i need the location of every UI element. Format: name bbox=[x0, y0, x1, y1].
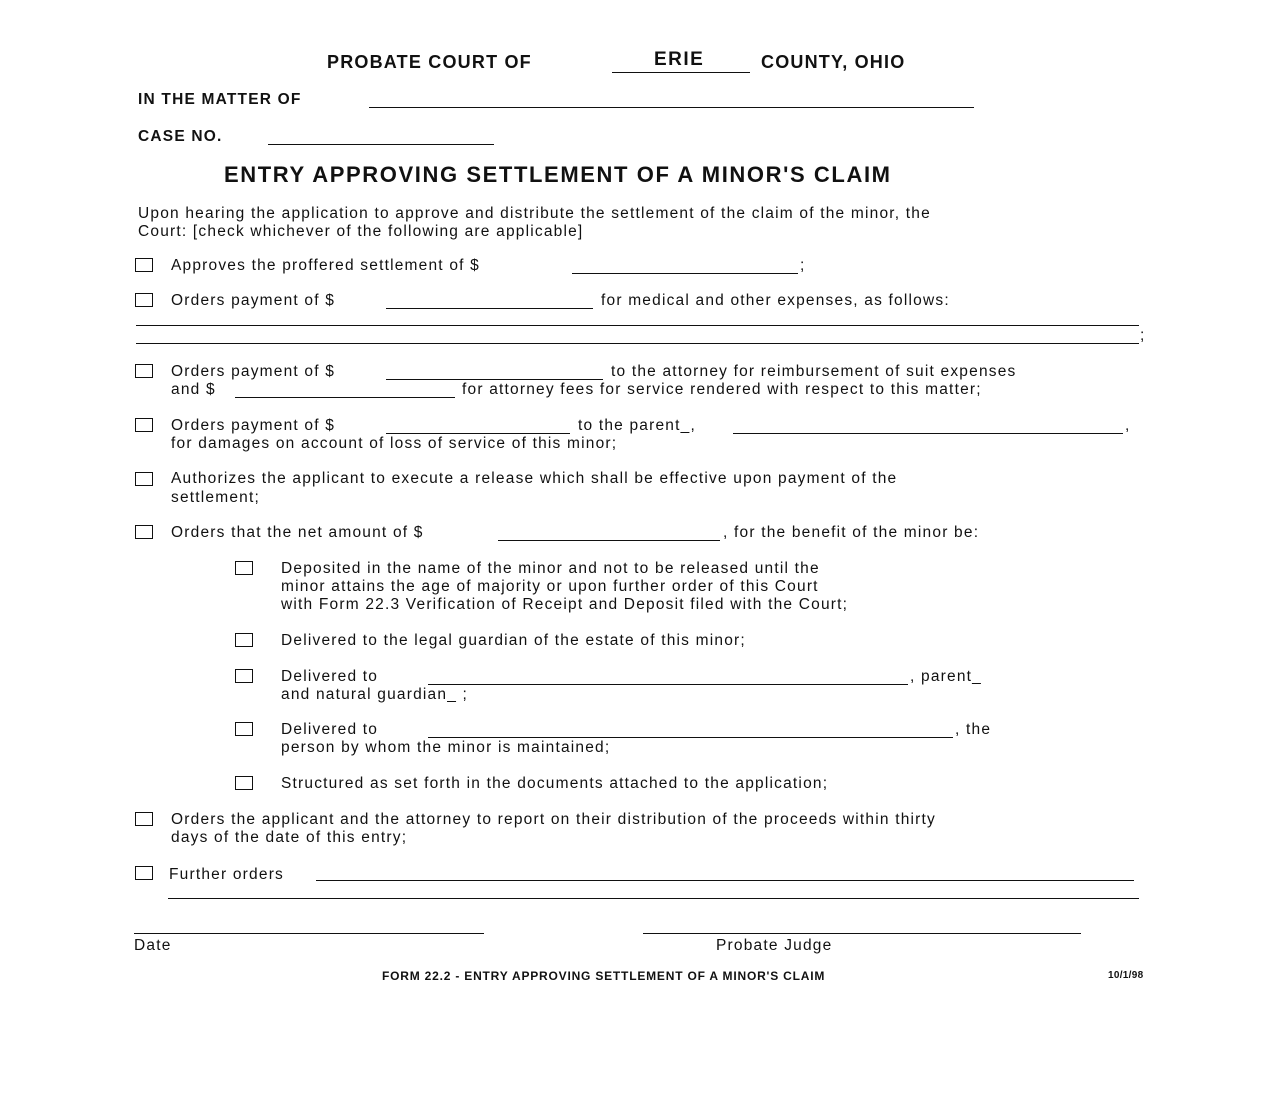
structured-checkbox[interactable] bbox=[235, 776, 253, 790]
settlement-amount-line[interactable] bbox=[572, 273, 798, 274]
attorney-text-1: Orders payment of $ bbox=[171, 363, 336, 380]
intro-line-2: Court: [check whichever of the following are applicable] bbox=[138, 223, 584, 240]
judge-signature-line[interactable] bbox=[643, 933, 1081, 934]
court-prefix: PROBATE COURT OF bbox=[327, 52, 532, 72]
parent-guardian-text-1: Delivered to bbox=[281, 668, 379, 685]
attorney-text-2-after: for attorney fees for service rendered with respect to this matter; bbox=[462, 381, 982, 398]
matter-name-line[interactable] bbox=[369, 107, 974, 108]
parent-guardian-checkbox[interactable] bbox=[235, 669, 253, 683]
matter-label: IN THE MATTER OF bbox=[138, 91, 302, 108]
parent-checkbox[interactable] bbox=[135, 418, 153, 432]
guardian-checkbox[interactable] bbox=[235, 633, 253, 647]
date-line[interactable] bbox=[134, 933, 484, 934]
net-amount-after: , for the benefit of the minor be: bbox=[723, 524, 980, 541]
parent-text-1-end: , bbox=[1125, 417, 1131, 434]
parent-guardian-name-line[interactable] bbox=[428, 684, 908, 685]
guardian-text: Delivered to the legal guardian of the estate of this minor; bbox=[281, 632, 746, 649]
parent-text-1: Orders payment of $ bbox=[171, 417, 336, 434]
footer-form-title: FORM 22.2 - ENTRY APPROVING SETTLEMENT OF A MINOR'S CLAIM bbox=[382, 969, 826, 983]
maintainer-text-1-after: , the bbox=[955, 721, 992, 738]
deposited-checkbox[interactable] bbox=[235, 561, 253, 575]
form-title: ENTRY APPROVING SETTLEMENT OF A MINOR'S CLAIM bbox=[224, 162, 892, 187]
medical-end: ; bbox=[1140, 327, 1146, 344]
net-amount-text: Orders that the net amount of $ bbox=[171, 524, 424, 541]
structured-text: Structured as set forth in the documents attached to the application; bbox=[281, 775, 829, 792]
maintainer-text-2: person by whom the minor is maintained; bbox=[281, 739, 611, 756]
medical-checkbox[interactable] bbox=[135, 293, 153, 307]
medical-details-line-1[interactable] bbox=[136, 325, 1139, 326]
intro-line-1: Upon hearing the application to approve and distribute the settlement of the claim of the minor, the bbox=[138, 205, 931, 222]
parent-guardian-text-1-after: , parent_ bbox=[910, 668, 982, 685]
release-checkbox[interactable] bbox=[135, 472, 153, 486]
further-orders-label: Further orders bbox=[169, 866, 284, 883]
deposited-text-1: Deposited in the name of the minor and not to be released until the bbox=[281, 560, 820, 577]
parent-guardian-text-2: and natural guardian_ ; bbox=[281, 686, 469, 703]
report-text-2: days of the date of this entry; bbox=[171, 829, 408, 846]
maintainer-name-line[interactable] bbox=[428, 737, 953, 738]
deposited-text-3: with Form 22.3 Verification of Receipt and Deposit filed with the Court; bbox=[281, 596, 849, 613]
net-amount-line[interactable] bbox=[498, 540, 720, 541]
parent-text-1-mid: to the parent_, bbox=[578, 417, 696, 434]
report-checkbox[interactable] bbox=[135, 812, 153, 826]
maintainer-checkbox[interactable] bbox=[235, 722, 253, 736]
further-orders-line-1[interactable] bbox=[316, 880, 1134, 881]
date-label: Date bbox=[134, 937, 172, 954]
parent-text-2: for damages on account of loss of service of this minor; bbox=[171, 435, 618, 452]
parent-amount-line[interactable] bbox=[386, 433, 570, 434]
release-text-1: Authorizes the applicant to execute a release which shall be effective upon payment of the bbox=[171, 470, 898, 487]
case-number-line[interactable] bbox=[268, 144, 494, 145]
attorney-text-1-after: to the attorney for reimbursement of suit expenses bbox=[611, 363, 1017, 380]
court-suffix: COUNTY, OHIO bbox=[761, 52, 906, 72]
maintainer-text-1: Delivered to bbox=[281, 721, 379, 738]
further-orders-line-2[interactable] bbox=[168, 898, 1139, 899]
footer-revision: 10/1/98 bbox=[1108, 970, 1144, 981]
approves-text: Approves the proffered settlement of $ bbox=[171, 257, 480, 274]
approves-end: ; bbox=[800, 257, 806, 274]
deposited-text-2: minor attains the age of majority or upon further order of this Court bbox=[281, 578, 819, 595]
attorney-text-2: and $ bbox=[171, 381, 216, 398]
medical-after-text: for medical and other expenses, as follows: bbox=[601, 292, 950, 309]
attorney-expenses-amount-line[interactable] bbox=[386, 379, 603, 380]
parent-name-line[interactable] bbox=[733, 433, 1123, 434]
attorney-fees-amount-line[interactable] bbox=[235, 397, 455, 398]
medical-amount-line[interactable] bbox=[386, 308, 593, 309]
medical-details-line-2[interactable] bbox=[136, 343, 1139, 344]
further-orders-checkbox[interactable] bbox=[135, 866, 153, 880]
attorney-checkbox[interactable] bbox=[135, 364, 153, 378]
case-label: CASE NO. bbox=[138, 128, 223, 145]
county-value: ERIE bbox=[654, 49, 705, 70]
report-text-1: Orders the applicant and the attorney to report on their distribution of the proceeds within thirty bbox=[171, 811, 936, 828]
net-amount-checkbox[interactable] bbox=[135, 525, 153, 539]
judge-label: Probate Judge bbox=[716, 937, 833, 954]
approves-checkbox[interactable] bbox=[135, 258, 153, 272]
medical-text: Orders payment of $ bbox=[171, 292, 336, 309]
release-text-2: settlement; bbox=[171, 489, 261, 506]
county-line[interactable] bbox=[612, 72, 750, 73]
